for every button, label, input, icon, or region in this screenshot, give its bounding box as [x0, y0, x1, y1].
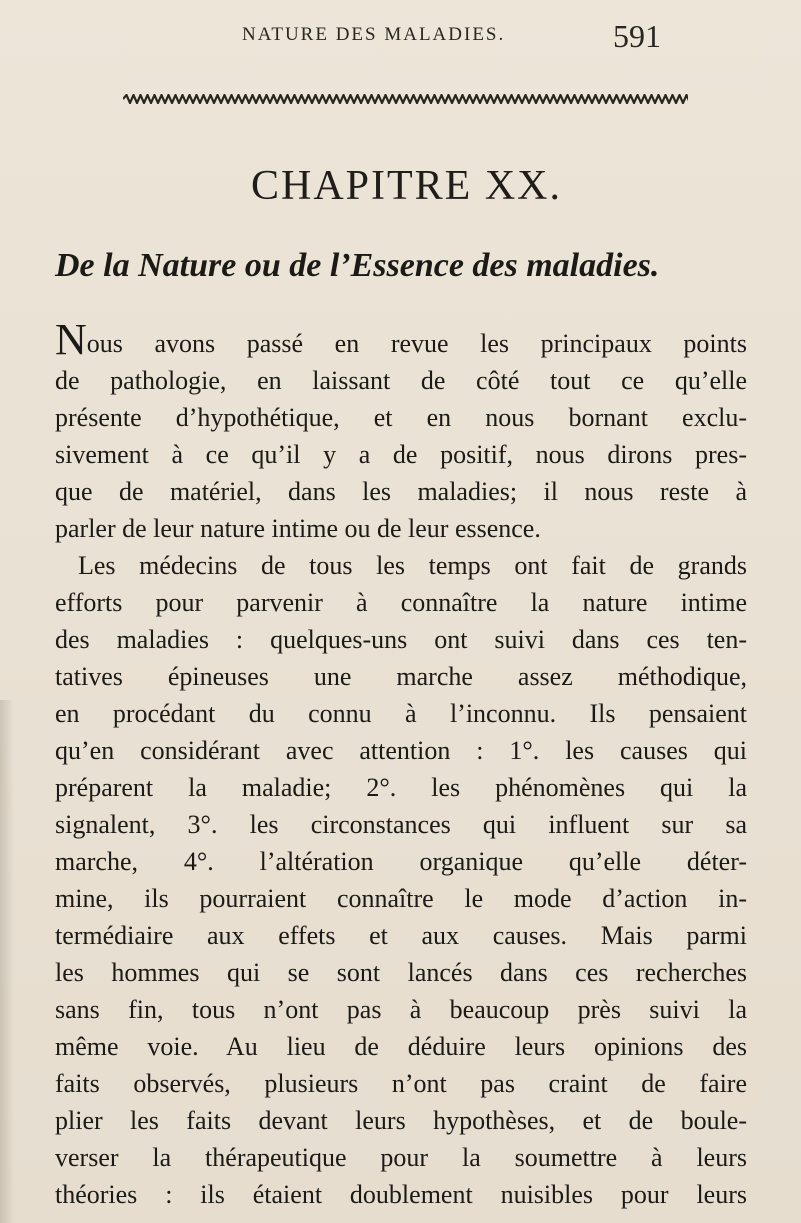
page-number: 591 [613, 18, 661, 54]
text-line: préparent la maladie; 2°. les phénomènes qui la [55, 773, 747, 802]
text-line: Les médecins de tous les temps ont fait de grands [78, 551, 747, 580]
chapter-title: CHAPITRE XX. [250, 163, 562, 209]
text-line: sans fin, tous n’ont pas à beaucoup près suivi la [55, 995, 747, 1024]
text-line: qu’en considérant avec attention : 1°. les causes qui [55, 736, 747, 765]
text-line: mine, ils pourraient connaître le mode d’action in- [55, 884, 747, 913]
text-line: marche, 4°. l’altération organique qu’elle déter- [55, 847, 747, 876]
paragraph [55, 315, 747, 547]
page-header [0, 18, 801, 58]
body-text [55, 315, 747, 1213]
text-line: verser la thérapeutique pour la soumettre à leurs [55, 1143, 747, 1172]
text-line: parler de leur nature intime ou de leur essence. [55, 514, 541, 543]
text-line: les hommes qui se sont lancés dans ces recherches [55, 958, 747, 987]
ornamental-rule [123, 94, 688, 104]
paragraph [55, 547, 747, 1213]
text-line: termédiaire aux effets et aux causes. Mais parmi [55, 921, 747, 950]
text-line: en procédant du connu à l’inconnu. Ils pensaient [55, 699, 747, 728]
page-edge-shadow [0, 700, 14, 1223]
text-line: plier les faits devant leurs hypothèses, et de boule- [55, 1106, 747, 1135]
text-line: faits observés, plusieurs n’ont pas craint de faire [55, 1069, 747, 1098]
text-line: que de matériel, dans les maladies; il nous reste à [55, 477, 747, 506]
text-line: sivement à ce qu’il y a de positif, nous dirons pres- [55, 440, 747, 469]
text-line: signalent, 3°. les circonstances qui influent sur sa [55, 810, 747, 839]
text-line: théories : ils étaient doublement nuisibles pour leurs [55, 1180, 747, 1209]
ornament-zigzag [123, 95, 688, 103]
text-line: tatives épineuses une marche assez méthodique, [55, 662, 747, 691]
drop-cap: N [55, 315, 87, 364]
text-line: même voie. Au lieu de déduire leurs opinions des [55, 1032, 747, 1061]
chapter-subtitle: De la Nature ou de l’Essence des maladies. [55, 247, 660, 284]
text-line: efforts pour parvenir à connaître la nature intime [55, 588, 747, 617]
text-line: Nous avons passé en revue les principaux points [55, 315, 747, 364]
running-title: NATURE DES MALADIES. [242, 24, 506, 45]
text-line: des maladies : quelques-uns ont suivi dans ces ten- [55, 625, 747, 654]
text-line: présente d’hypothétique, et en nous bornant exclu- [55, 403, 747, 432]
text-line: de pathologie, en laissant de côté tout ce qu’elle [55, 366, 747, 395]
